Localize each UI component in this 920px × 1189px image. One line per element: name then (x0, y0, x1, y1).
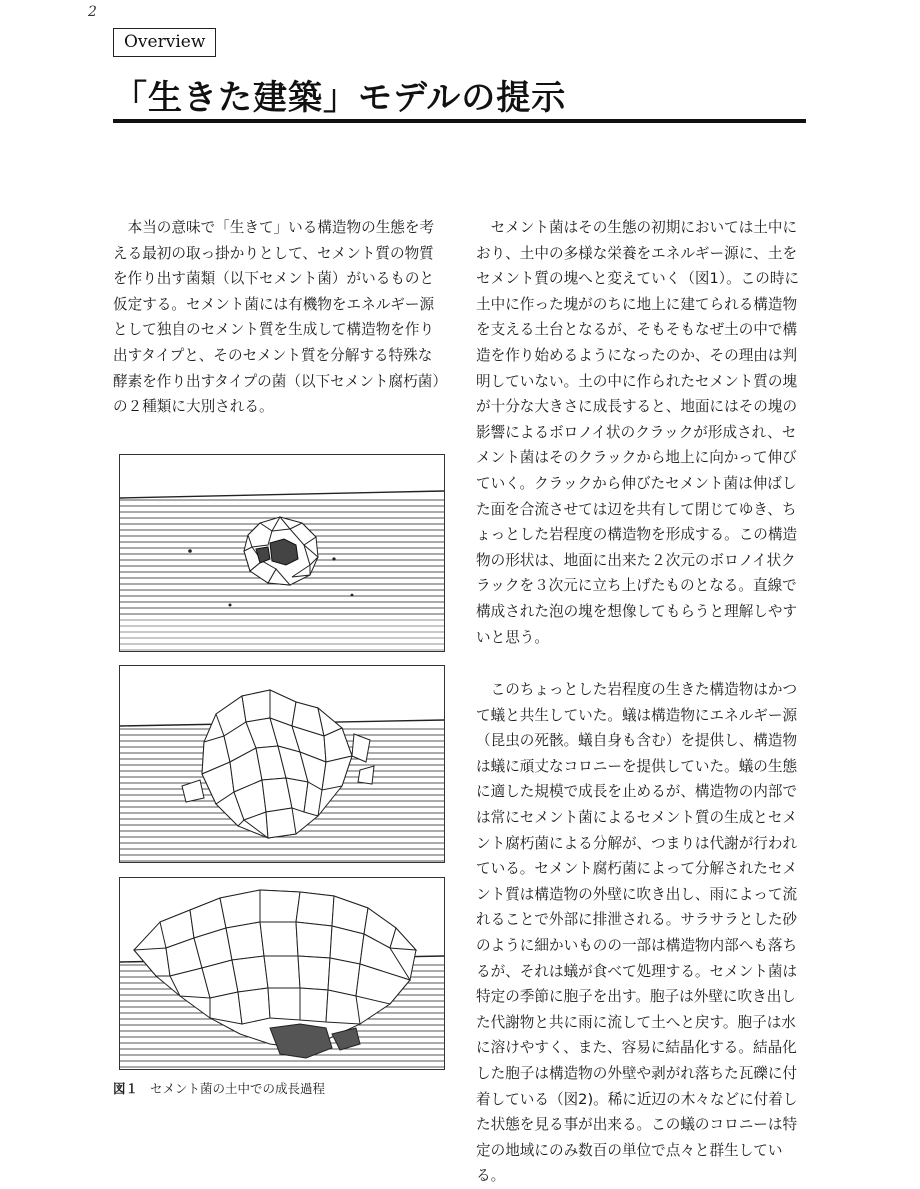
stage-3-illustration (120, 878, 444, 1069)
section-label: Overview (113, 28, 216, 57)
left-paragraph-1: 本当の意味で「生きて」いる構造物の生態を考える最初の取っ掛かりとして、セメント質の物質を作り出す菌類（以下セメント菌）がいるものと仮定する。セメント菌には有機物をエネルギー源として独自のセメント質を生成して構造物を作り出すタイプと、そのセメント質を分解する特殊な酵素を作り出すタイプの菌（以下セメント腐朽菌）の２種類に大別される。 (113, 219, 440, 416)
bottom-noise (120, 615, 444, 651)
right-paragraph-1: セメント菌はその生態の初期においては土中におり、土中の多様な栄養をエネルギー源に、土をセメント質の塊へと変えていく（図1）。この時に土中に作った塊がのちに地上に建てられる構造物を支える土台となるが、そもそもなぜ土の中で構造を作り始めるようになったのか、その理由は判明していない。土の中に作られたセメント質の塊が十分な大きさに成長すると、地面にはその塊の影響によるボロノイ状のクラックが形成され、セメント菌はそのクラックから地上に向かって伸びていく。クラックから伸びたセメント菌は伸ばした面を合流させては辺を共有して閉じてゆき、ちょっとした岩程度の構造物を形成する。この構造物の形状は、地面に出来た２次元のボロノイ状クラックを３次元に立ち上げたものとなる。直線で構成された泡の塊を想像してもらうと理解しやすいと思う。 (476, 219, 800, 646)
figure-panel-stage-2 (119, 665, 445, 863)
figure-panel-stage-1 (119, 454, 445, 652)
stage-1-illustration (120, 455, 444, 651)
figure-number: 図１ (113, 1081, 139, 1096)
ground-line (120, 491, 444, 498)
page-title: 「生きた建築」モデルの提示 (113, 78, 567, 118)
figure-panel-stage-3 (119, 877, 445, 1070)
title-rule (113, 119, 806, 123)
right-column (476, 215, 806, 1189)
page-number: 2 (88, 4, 97, 20)
right-paragraph-2: このちょっとした岩程度の生きた構造物はかつて蟻と共生していた。蟻は構造物にエネルギー源（昆虫の死骸。蟻自身も含む）を提供し、構造物は蟻に頑丈なコロニーを提供していた。蟻の生態に適した規模で成長を止めるが、構造物の内部では常にセメント菌によるセメント質の生成とセメント腐朽菌による分解が、つまりは代謝が行われている。セメント腐朽菌によって分解されたセメント質は構造物の外壁に吹き出し、雨によって流れることで外部に排泄される。サラサラとした砂のように細かいものの一部は構造物内部へも落ちるが、それは蟻が食べて処理する。セメント菌は特定の季節に胞子を出す。胞子は外壁に吹き出した代謝物と共に雨に流して土へと戻す。胞子は水に溶けやすく、また、容易に結晶化する。結晶化した胞子は構造物の外壁や剥がれ落ちた瓦礫に付着している（図2)。稀に近辺の木々などに付着した状態を見る事が出来る。この蟻のコロニーは特定の地域にのみ数百の単位で点々と群生している。 (476, 681, 798, 1185)
figure-caption-text: セメント菌の土中での成長過程 (150, 1081, 326, 1096)
left-column (113, 215, 443, 420)
stage-2-illustration (120, 666, 444, 862)
figure-caption (113, 1079, 325, 1097)
